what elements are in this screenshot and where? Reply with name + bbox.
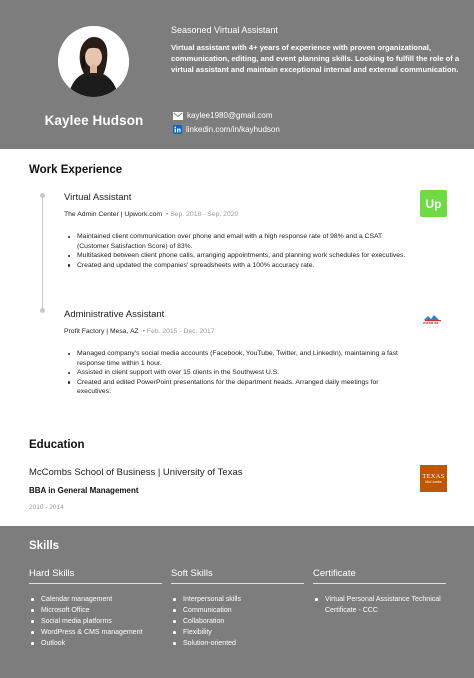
linkedin-contact[interactable] <box>173 125 280 134</box>
list-item: Interpersonal skills <box>171 594 304 605</box>
envelope-icon <box>173 112 183 120</box>
job-company: The Admin Center | Upwork.com <box>64 211 163 218</box>
list-item: Communication <box>171 605 304 616</box>
job-dates: • Sep. 2018 - Sep. 2020 <box>165 211 239 218</box>
list-item: Created and edited PowerPoint presentations for the department heads. Arranged daily meetings for executives. <box>68 378 413 397</box>
work-experience-heading: Work Experience <box>29 164 123 176</box>
profile-photo <box>58 26 129 97</box>
job-bullet-list <box>68 349 413 397</box>
list-item: Microsoft Office <box>29 605 162 616</box>
column-heading: Hard Skills <box>29 568 162 584</box>
degree: BBA in General Management <box>29 486 139 495</box>
job-company-line <box>64 328 214 335</box>
email-contact[interactable] <box>173 111 273 120</box>
column-heading: Soft Skills <box>171 568 304 584</box>
timeline-dot <box>40 308 45 313</box>
skills-section <box>0 526 474 678</box>
linkedin-text[interactable]: linkedin.com/in/kayhudson <box>186 125 280 134</box>
mesa-logo-text: mesa az <box>423 320 439 325</box>
list-item: Social media platforms <box>29 616 162 627</box>
education-years: 2010 - 2014 <box>29 504 64 511</box>
list-item: Maintained client communication over phone and email with a high response rate of 98% and a CSAT (Customer Satisfaction Score) of 83%. <box>68 232 413 251</box>
upwork-logo: Up <box>420 190 447 217</box>
job-bullet-list <box>68 232 413 270</box>
job-title: Virtual Assistant <box>64 192 132 203</box>
skills-heading: Skills <box>29 540 60 552</box>
timeline-dot <box>40 193 45 198</box>
list-item: Outlook <box>29 638 162 649</box>
texas-mccombs-logo: TEXAS McCombs <box>420 465 447 492</box>
list-item: Virtual Personal Assistance Technical Certificate - CCC <box>313 594 446 616</box>
school-name: McCombs School of Business | University of Texas <box>29 467 243 478</box>
job-company: Profit Factory | Mesa, AZ <box>64 328 139 335</box>
list-item: Managed company's social media accounts (Facebook, YouTube, Twitter, and LinkedIn), maintaining a fast response time within 1 hour. <box>68 349 413 368</box>
list-item: Solution-oriented <box>171 638 304 649</box>
job-title: Administrative Assistant <box>64 309 165 320</box>
hard-skills-column <box>29 568 162 649</box>
resume-header <box>0 0 474 149</box>
job-dates: • Feb. 2015 - Dec. 2017 <box>142 328 215 335</box>
list-item: WordPress & CMS management <box>29 627 162 638</box>
certificate-column <box>313 568 446 616</box>
soft-skills-column <box>171 568 304 649</box>
list-item: Calendar management <box>29 594 162 605</box>
list-item: Multitasked between client phone calls, arranging appointments, and planning work schedules for executives. <box>68 251 413 261</box>
list-item: Assisted in client support with over 15 clients in the Southwest U.S. <box>68 368 413 378</box>
list-item: Created and updated the companies' spreadsheets with a 100% accuracy rate. <box>68 261 413 271</box>
column-heading: Certificate <box>313 568 446 584</box>
profile-summary: Virtual assistant with 4+ years of experience with proven organizational, communication, editing, and event planning skills. Looking to fulfill the role of a virtual assistant and maintain exceptional internal and external communication. <box>171 43 460 75</box>
list-item: Collaboration <box>171 616 304 627</box>
education-heading: Education <box>29 439 85 451</box>
candidate-name: Kaylee Hudson <box>44 113 144 128</box>
timeline-line <box>42 193 43 310</box>
job-company-line <box>64 211 238 218</box>
list-item: Flexibility <box>171 627 304 638</box>
headline-title: Seasoned Virtual Assistant <box>171 25 278 35</box>
linkedin-icon <box>173 125 182 134</box>
email-text[interactable]: kaylee1980@gmail.com <box>187 111 273 120</box>
